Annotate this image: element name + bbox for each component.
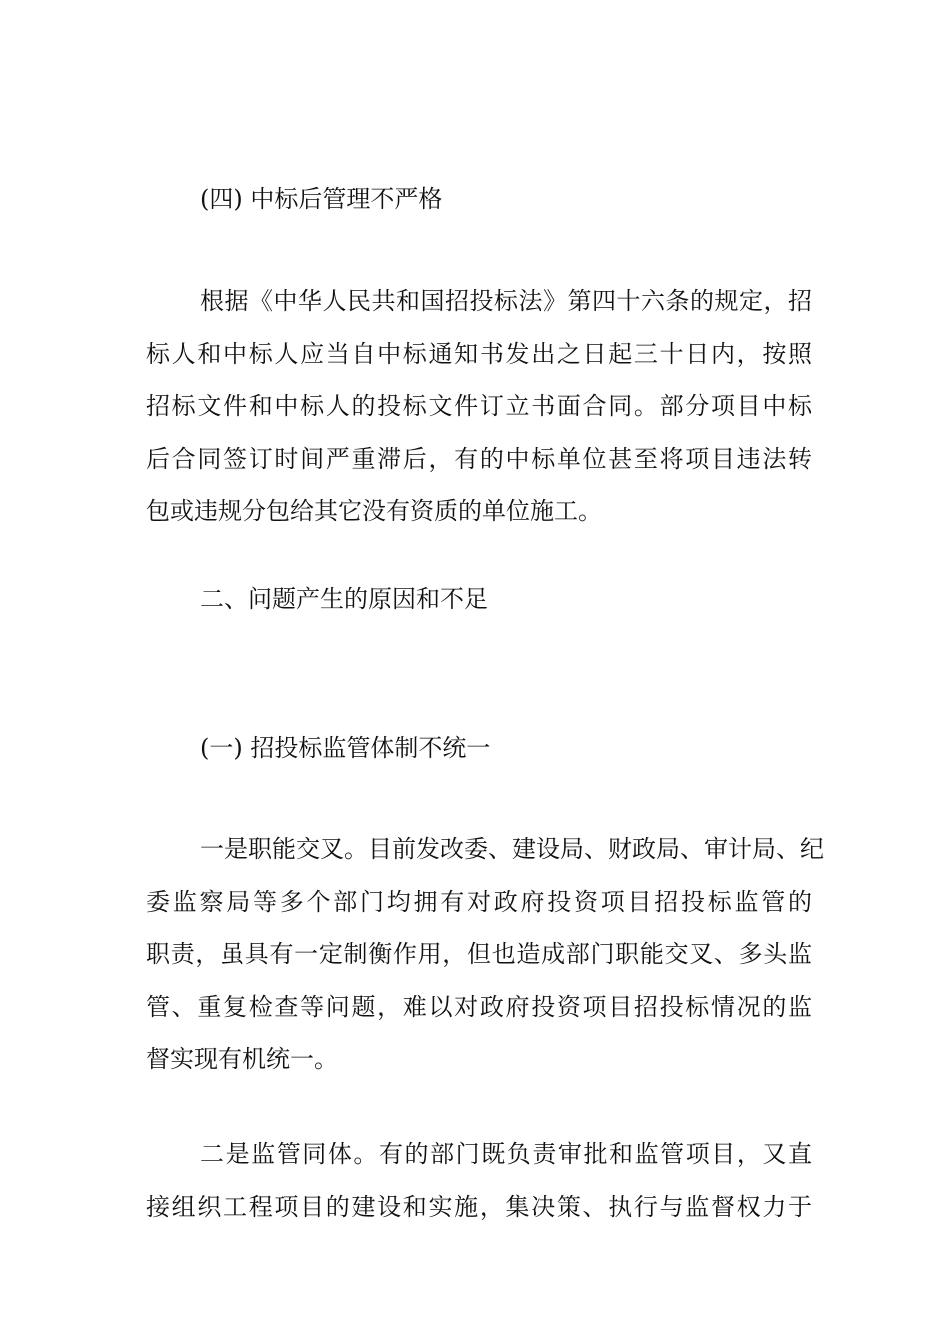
subsection-1-heading: (一) 招投标监管体制不统一 [200,734,491,762]
paragraph-line: 标人和中标人应当自中标通知书发出之日起三十日内，按照 [146,339,812,368]
paragraph-line: 二是监管同体。有的部门既负责审批和监管项目，又直 [200,1140,812,1168]
paragraph-line: 职责，虽具有一定制衡作用，但也造成部门职能交叉、多头监 [146,940,812,968]
paragraph-line: 根据《中华人民共和国招投标法》第四十六条的规定，招 [200,287,812,315]
section-4-heading: (四) 中标后管理不严格 [200,185,443,213]
paragraph-line: 接组织工程项目的建设和实施，集决策、执行与监督权力于 [146,1192,812,1221]
paragraph-function-overlap [146,823,824,1086]
section-2-heading: 二、问题产生的原因和不足 [200,585,488,613]
paragraph-line: 招标文件和中标人的投标文件订立书面合同。部分项目中标 [146,392,812,420]
paragraph-line: 督实现有机统一。 [146,1045,338,1073]
paragraph-line: 后合同签订时间严重滞后，有的中标单位甚至将项目违法转 [146,444,812,473]
paragraph-same-body-supervision [146,1128,812,1233]
paragraph-contract-signing [146,275,812,538]
paragraph-line: 一是职能交叉。目前发改委、建设局、财政局、审计局、纪 [200,835,824,863]
paragraph-line: 管、重复检查等问题，难以对政府投资项目招投标情况的监 [146,992,812,1021]
paragraph-line: 包或违规分包给其它没有资质的单位施工。 [146,497,602,525]
paragraph-line: 委监察局等多个部门均拥有对政府投资项目招投标监管的 [146,887,812,916]
